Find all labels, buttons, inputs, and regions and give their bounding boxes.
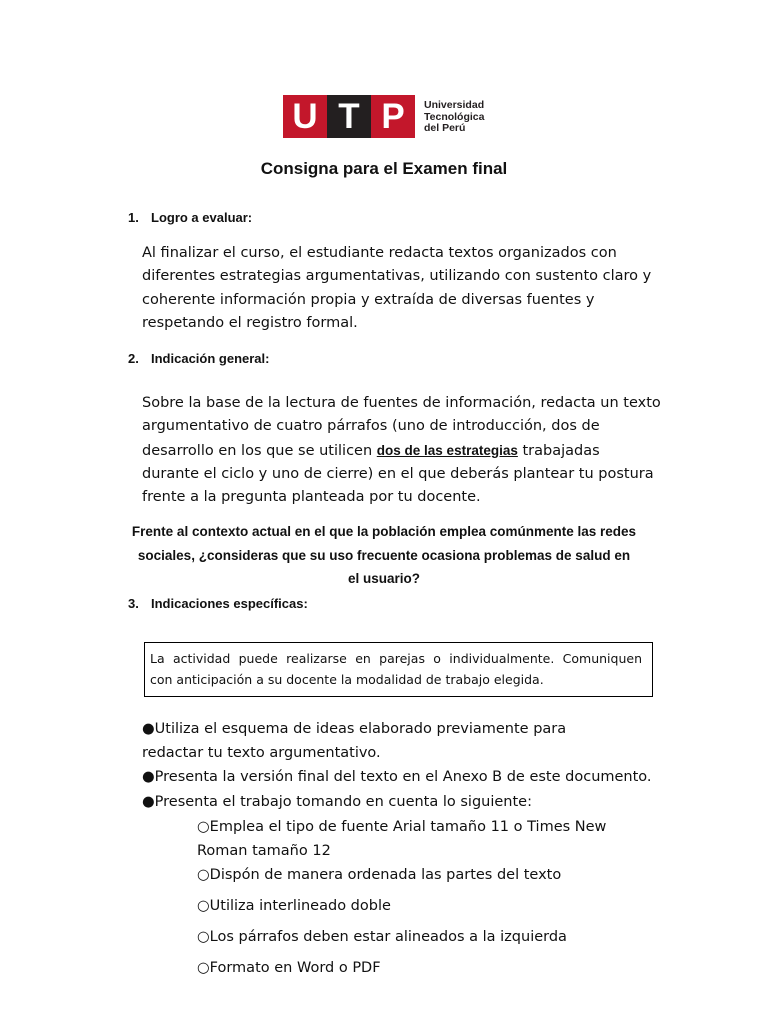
logo-letter-t: T [327, 95, 371, 138]
section-1-title: Logro a evaluar: [151, 210, 253, 225]
logo-letter-p: P [371, 95, 415, 138]
logo-letter-u: U [283, 95, 327, 138]
bullet-icon: ● [142, 794, 155, 810]
bullet-icon: ● [142, 721, 155, 737]
circle-bullet-icon: ○ [197, 898, 210, 914]
section-2-number: 2. [128, 351, 139, 366]
sub-bullet-item: ○Formato en Word o PDF [197, 960, 381, 976]
logo-wordmark: Universidad Tecnológica del Perú [424, 99, 485, 134]
bullet-icon: ● [142, 769, 155, 785]
sub-bullet-item: ○Los párrafos deben estar alineados a la izquierda [197, 929, 567, 945]
sub-bullet-item: ○Dispón de manera ordenada las partes del texto [197, 867, 562, 883]
bullet-item-continuation: redactar tu texto argumentativo. [142, 745, 381, 761]
page-title: Consigna para el Examen final [260, 159, 508, 178]
sub-bullet-continuation: Roman tamaño 12 [197, 843, 331, 859]
circle-bullet-icon: ○ [197, 867, 210, 883]
section-3-title: Indicaciones específicas: [151, 596, 308, 611]
emphasis-strategies: dos de las estrategias [376, 442, 518, 458]
bullet-item: ●Presenta el trabajo tomando en cuenta lo siguiente: [142, 794, 532, 810]
sub-bullet-item: ○Emplea el tipo de fuente Arial tamaño 11 o Times New [197, 819, 607, 835]
sub-bullet-item: ○Utiliza interlineado doble [197, 898, 391, 914]
circle-bullet-icon: ○ [197, 819, 210, 835]
section-1-number: 1. [128, 210, 139, 225]
section-1-paragraph: Al finalizar el curso, el estudiante redacta textos organizados con diferentes estrategias argumentativas, utilizando con sustento claro y coherente información propia y extraída de diversas fuentes y respetando el registro formal. [142, 245, 652, 331]
circle-bullet-icon: ○ [197, 929, 210, 945]
activity-note-box: La actividad puede realizarse en parejas o individualmente. Comuniquen con anticipación a su docente la modalidad de trabajo elegida. [144, 642, 653, 697]
bullet-item: ●Presenta la versión final del texto en el Anexo B de este documento. [142, 769, 652, 785]
section-2-paragraph: Sobre la base de la lectura de fuentes de información, redacta un texto argumentativo de cuatro párrafos (uno de introducción, dos de desarrollo en los que se utilicen dos de las estrategias trabajadas durante el ciclo y uno de cierre) en el que deberás plantear tu postura frente a la pregunta planteada por tu docente. [142, 395, 661, 506]
circle-bullet-icon: ○ [197, 960, 210, 976]
section-3-number: 3. [128, 596, 139, 611]
exam-question: Frente al contexto actual en el que la población emplea comúnmente las redes sociales, ¿consideras que su uso frecuente ocasiona problemas de salud en el usuario? [131, 524, 637, 586]
section-2-title: Indicación general: [151, 351, 270, 366]
bullet-item: ●Utiliza el esquema de ideas elaborado previamente para [142, 721, 567, 737]
